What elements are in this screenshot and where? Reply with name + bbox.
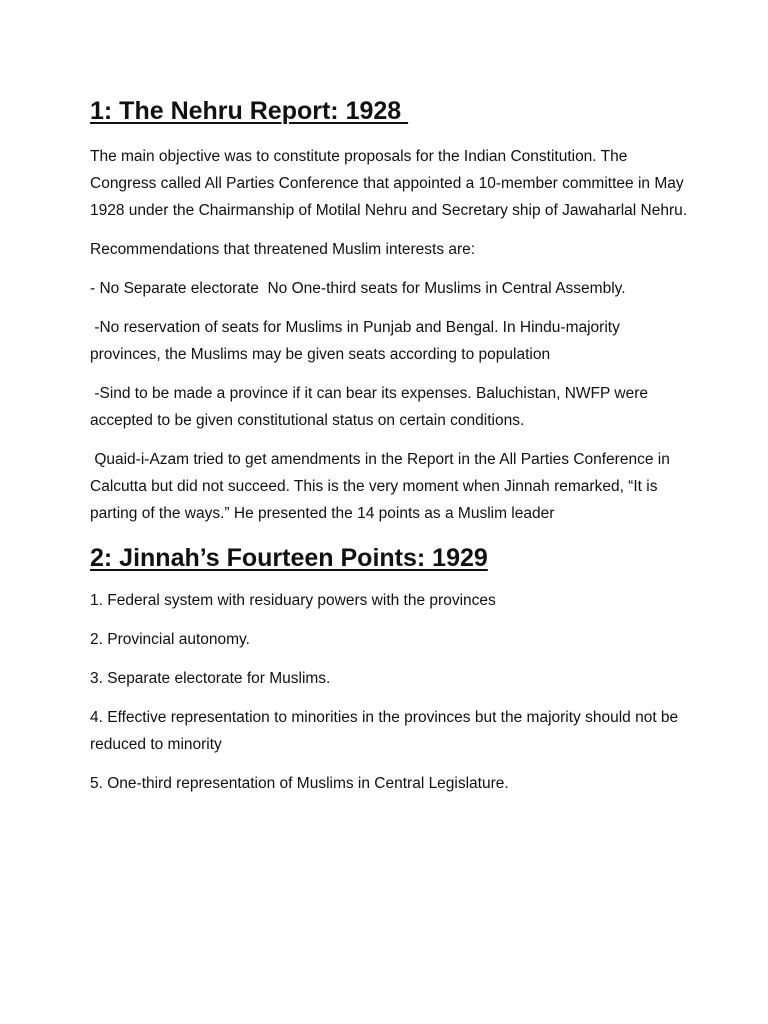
paragraph-recommendations-intro: Recommendations that threatened Muslim interests are: [90,241,476,258]
paragraph-quaid-amendments: Quaid-i-Azam tried to get amendments in the Report in the All Parties Conference in Calcutta but did not succeed. This is the very moment when Jinnah remarked, “It is parting of the ways.” He presented the 14 points as a Muslim leader [90,451,675,522]
paragraph-reservation-seats: -No reservation of seats for Muslims in Punjab and Bengal. In Hindu-majority provinces, the Muslims may be given seats according to population [90,319,625,363]
section-heading-nehru-report: 1: The Nehru Report: 1928 [90,97,409,125]
list-item-point-5: 5. One-third representation of Muslims in Central Legislature. [90,775,509,792]
list-item-point-4: 4. Effective representation to minorities in the provinces but the majority should not be reduced to minority [90,709,683,753]
paragraph-objective: The main objective was to constitute proposals for the Indian Constitution. The Congress called All Parties Conference that appointed a 10-member committee in May 1928 under the Chairmanship of Motilal Nehru and Secretary ship of Jawaharlal Nehru. [90,148,688,219]
paragraph-separate-electorate: - No Separate electorate No One-third seats for Muslims in Central Assembly. [90,280,626,297]
list-item-point-1: 1. Federal system with residuary powers with the provinces [90,592,496,609]
section-heading-fourteen-points: 2: Jinnah’s Fourteen Points: 1929 [90,544,488,572]
paragraph-sind-province: -Sind to be made a province if it can bear its expenses. Baluchistan, NWFP were accepted to be given constitutional status on certain conditions. [90,385,653,429]
document-body [90,94,690,809]
list-item-point-3: 3. Separate electorate for Muslims. [90,670,331,687]
list-item-point-2: 2. Provincial autonomy. [90,631,250,648]
